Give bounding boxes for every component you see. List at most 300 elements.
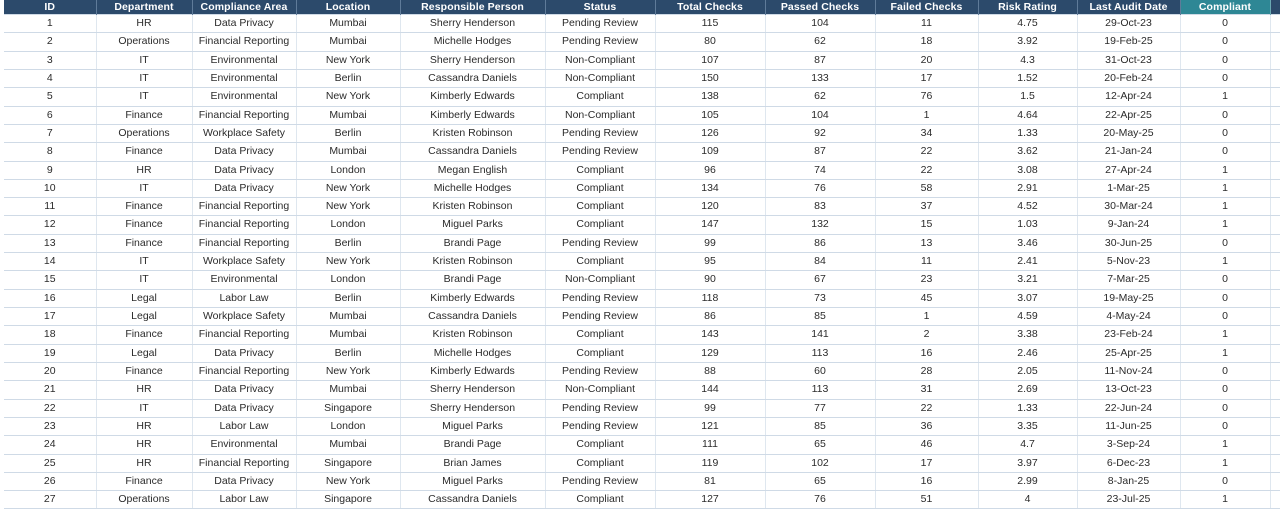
cell-total_checks[interactable]: 134 (655, 179, 765, 197)
cell-responsible_person[interactable]: Kristen Robinson (400, 198, 545, 216)
cell-risk_rating[interactable]: 2.41 (978, 253, 1077, 271)
cell-last_audit_date[interactable]: 23-Jul-25 (1077, 491, 1180, 509)
cell-location[interactable]: London (296, 216, 400, 234)
cell-risk_rating[interactable]: 3.62 (978, 143, 1077, 161)
cell-total_checks[interactable]: 127 (655, 491, 765, 509)
cell-location[interactable]: New York (296, 51, 400, 69)
cell-last_audit_date[interactable]: 30-Jun-25 (1077, 234, 1180, 252)
cell-failed_checks[interactable]: 34 (875, 124, 978, 142)
cell-compliance_area[interactable]: Financial Reporting (192, 216, 296, 234)
cell-location[interactable]: New York (296, 362, 400, 380)
cell-compliance_area[interactable]: Data Privacy (192, 15, 296, 33)
cell-responsible_person[interactable]: Michelle Hodges (400, 33, 545, 51)
cell-responsible_person[interactable]: Kimberly Edwards (400, 362, 545, 380)
cell-status[interactable]: Compliant (545, 161, 655, 179)
column-header-passed-checks[interactable]: Passed Checks (765, 0, 875, 15)
cell-compliant[interactable]: 0 (1180, 362, 1270, 380)
cell-risk_rating[interactable]: 4.7 (978, 436, 1077, 454)
cell-failed_checks[interactable]: 15 (875, 216, 978, 234)
cell-last_audit_date[interactable]: 22-Jun-24 (1077, 399, 1180, 417)
cell-id[interactable]: 5 (4, 88, 96, 106)
cell-status[interactable]: Pending Review (545, 33, 655, 51)
cell-responsible_person[interactable]: Brandi Page (400, 271, 545, 289)
cell-failed_checks[interactable]: 16 (875, 344, 978, 362)
cell-responsible_person[interactable]: Cassandra Daniels (400, 143, 545, 161)
cell-department[interactable]: Operations (96, 124, 192, 142)
cell-compliance_area[interactable]: Data Privacy (192, 381, 296, 399)
cell-risk_rating[interactable]: 3.08 (978, 161, 1077, 179)
cell-failed_checks[interactable]: 17 (875, 454, 978, 472)
cell-last_audit_date[interactable]: 22-Apr-25 (1077, 106, 1180, 124)
cell-location[interactable]: Berlin (296, 234, 400, 252)
cell-status[interactable]: Non-Compliant (545, 106, 655, 124)
cell-total_checks[interactable]: 88 (655, 362, 765, 380)
cell-compliant[interactable]: 1 (1180, 179, 1270, 197)
cell-last_audit_date[interactable]: 27-Apr-24 (1077, 161, 1180, 179)
cell-id[interactable]: 15 (4, 271, 96, 289)
cell-passed_checks[interactable]: 113 (765, 344, 875, 362)
cell-location[interactable]: London (296, 417, 400, 435)
cell-total_checks[interactable]: 81 (655, 472, 765, 490)
cell-responsible_person[interactable]: Brian James (400, 454, 545, 472)
cell-status[interactable]: Compliant (545, 88, 655, 106)
cell-compliant[interactable]: 0 (1180, 33, 1270, 51)
cell-passed_checks[interactable]: 83 (765, 198, 875, 216)
cell-compliant[interactable]: 0 (1180, 472, 1270, 490)
cell-compliant[interactable]: 1 (1180, 216, 1270, 234)
cell-compliant[interactable]: 0 (1180, 289, 1270, 307)
cell-compliant[interactable]: 1 (1180, 454, 1270, 472)
cell-department[interactable]: IT (96, 399, 192, 417)
cell-last_audit_date[interactable]: 1-Mar-25 (1077, 179, 1180, 197)
cell-risk_rating[interactable]: 3.97 (978, 454, 1077, 472)
cell-compliance_area[interactable]: Financial Reporting (192, 362, 296, 380)
cell-id[interactable]: 16 (4, 289, 96, 307)
cell-id[interactable]: 12 (4, 216, 96, 234)
cell-id[interactable]: 4 (4, 69, 96, 87)
cell-location[interactable]: Singapore (296, 491, 400, 509)
cell-failed_checks[interactable]: 51 (875, 491, 978, 509)
cell-compliance_area[interactable]: Workplace Safety (192, 124, 296, 142)
cell-status[interactable]: Pending Review (545, 234, 655, 252)
cell-location[interactable]: Berlin (296, 289, 400, 307)
cell-location[interactable]: New York (296, 472, 400, 490)
cell-total_checks[interactable]: 109 (655, 143, 765, 161)
column-header-status[interactable]: Status (545, 0, 655, 15)
cell-risk_rating[interactable]: 2.69 (978, 381, 1077, 399)
cell-location[interactable]: Berlin (296, 69, 400, 87)
cell-status[interactable]: Pending Review (545, 143, 655, 161)
cell-department[interactable]: Finance (96, 472, 192, 490)
cell-passed_checks[interactable]: 77 (765, 399, 875, 417)
cell-id[interactable]: 14 (4, 253, 96, 271)
cell-passed_checks[interactable]: 73 (765, 289, 875, 307)
cell-department[interactable]: IT (96, 88, 192, 106)
cell-compliant[interactable]: 0 (1180, 143, 1270, 161)
cell-compliant[interactable]: 0 (1180, 381, 1270, 399)
cell-last_audit_date[interactable]: 19-May-25 (1077, 289, 1180, 307)
cell-failed_checks[interactable]: 2 (875, 326, 978, 344)
cell-total_checks[interactable]: 126 (655, 124, 765, 142)
cell-responsible_person[interactable]: Brandi Page (400, 234, 545, 252)
cell-failed_checks[interactable]: 22 (875, 143, 978, 161)
cell-id[interactable]: 18 (4, 326, 96, 344)
cell-responsible_person[interactable]: Sherry Henderson (400, 399, 545, 417)
cell-total_checks[interactable]: 118 (655, 289, 765, 307)
cell-responsible_person[interactable]: Miguel Parks (400, 417, 545, 435)
cell-compliant[interactable]: 0 (1180, 308, 1270, 326)
cell-last_audit_date[interactable]: 5-Nov-23 (1077, 253, 1180, 271)
cell-risk_rating[interactable]: 3.07 (978, 289, 1077, 307)
cell-last_audit_date[interactable]: 7-Mar-25 (1077, 271, 1180, 289)
cell-failed_checks[interactable]: 22 (875, 399, 978, 417)
cell-department[interactable]: Finance (96, 106, 192, 124)
cell-compliance_area[interactable]: Financial Reporting (192, 198, 296, 216)
cell-location[interactable]: Singapore (296, 454, 400, 472)
cell-compliance_area[interactable]: Environmental (192, 271, 296, 289)
cell-id[interactable]: 24 (4, 436, 96, 454)
cell-failed_checks[interactable]: 13 (875, 234, 978, 252)
cell-location[interactable]: Berlin (296, 344, 400, 362)
cell-compliance_area[interactable]: Data Privacy (192, 399, 296, 417)
cell-compliance_area[interactable]: Financial Reporting (192, 106, 296, 124)
cell-status[interactable]: Non-Compliant (545, 51, 655, 69)
cell-department[interactable]: Operations (96, 491, 192, 509)
cell-last_audit_date[interactable]: 30-Mar-24 (1077, 198, 1180, 216)
cell-last_audit_date[interactable]: 19-Feb-25 (1077, 33, 1180, 51)
cell-location[interactable]: Mumbai (296, 436, 400, 454)
cell-department[interactable]: Finance (96, 198, 192, 216)
column-header-risk-rating[interactable]: Risk Rating (978, 0, 1077, 15)
cell-id[interactable]: 23 (4, 417, 96, 435)
cell-location[interactable]: New York (296, 253, 400, 271)
cell-id[interactable]: 13 (4, 234, 96, 252)
cell-status[interactable]: Non-Compliant (545, 69, 655, 87)
cell-passed_checks[interactable]: 76 (765, 179, 875, 197)
cell-department[interactable]: IT (96, 253, 192, 271)
cell-department[interactable]: Finance (96, 143, 192, 161)
cell-responsible_person[interactable]: Kimberly Edwards (400, 289, 545, 307)
cell-passed_checks[interactable]: 85 (765, 417, 875, 435)
cell-responsible_person[interactable]: Cassandra Daniels (400, 69, 545, 87)
cell-compliant[interactable]: 1 (1180, 326, 1270, 344)
cell-failed_checks[interactable]: 20 (875, 51, 978, 69)
cell-compliant[interactable]: 0 (1180, 69, 1270, 87)
cell-responsible_person[interactable]: Kimberly Edwards (400, 106, 545, 124)
cell-risk_rating[interactable]: 4.59 (978, 308, 1077, 326)
cell-status[interactable]: Pending Review (545, 15, 655, 33)
cell-compliance_area[interactable]: Data Privacy (192, 344, 296, 362)
cell-id[interactable]: 27 (4, 491, 96, 509)
cell-department[interactable]: Legal (96, 308, 192, 326)
cell-last_audit_date[interactable]: 9-Jan-24 (1077, 216, 1180, 234)
cell-status[interactable]: Compliant (545, 216, 655, 234)
cell-location[interactable]: Mumbai (296, 308, 400, 326)
cell-compliant[interactable]: 0 (1180, 124, 1270, 142)
cell-risk_rating[interactable]: 4.64 (978, 106, 1077, 124)
cell-location[interactable]: Berlin (296, 124, 400, 142)
column-header-department[interactable]: Department (96, 0, 192, 15)
cell-passed_checks[interactable]: 133 (765, 69, 875, 87)
cell-passed_checks[interactable]: 141 (765, 326, 875, 344)
cell-department[interactable]: HR (96, 381, 192, 399)
cell-last_audit_date[interactable]: 3-Sep-24 (1077, 436, 1180, 454)
cell-risk_rating[interactable]: 3.46 (978, 234, 1077, 252)
cell-department[interactable]: HR (96, 454, 192, 472)
cell-responsible_person[interactable]: Megan English (400, 161, 545, 179)
cell-compliance_area[interactable]: Workplace Safety (192, 253, 296, 271)
cell-failed_checks[interactable]: 46 (875, 436, 978, 454)
cell-total_checks[interactable]: 150 (655, 69, 765, 87)
cell-responsible_person[interactable]: Sherry Henderson (400, 51, 545, 69)
cell-status[interactable]: Pending Review (545, 289, 655, 307)
cell-last_audit_date[interactable]: 12-Apr-24 (1077, 88, 1180, 106)
cell-total_checks[interactable]: 121 (655, 417, 765, 435)
cell-compliant[interactable]: 0 (1180, 51, 1270, 69)
cell-passed_checks[interactable]: 74 (765, 161, 875, 179)
cell-id[interactable]: 22 (4, 399, 96, 417)
cell-passed_checks[interactable]: 62 (765, 33, 875, 51)
cell-location[interactable]: Mumbai (296, 15, 400, 33)
cell-compliance_area[interactable]: Environmental (192, 51, 296, 69)
cell-id[interactable]: 20 (4, 362, 96, 380)
cell-status[interactable]: Compliant (545, 253, 655, 271)
cell-location[interactable]: Mumbai (296, 106, 400, 124)
cell-status[interactable]: Compliant (545, 436, 655, 454)
cell-passed_checks[interactable]: 85 (765, 308, 875, 326)
cell-passed_checks[interactable]: 86 (765, 234, 875, 252)
cell-last_audit_date[interactable]: 31-Oct-23 (1077, 51, 1180, 69)
column-header-responsible-person[interactable]: Responsible Person (400, 0, 545, 15)
cell-location[interactable]: London (296, 271, 400, 289)
cell-department[interactable]: Finance (96, 362, 192, 380)
cell-passed_checks[interactable]: 132 (765, 216, 875, 234)
cell-compliant[interactable]: 0 (1180, 234, 1270, 252)
cell-compliance_area[interactable]: Environmental (192, 88, 296, 106)
cell-department[interactable]: HR (96, 436, 192, 454)
cell-risk_rating[interactable]: 2.99 (978, 472, 1077, 490)
cell-department[interactable]: IT (96, 271, 192, 289)
cell-failed_checks[interactable]: 1 (875, 308, 978, 326)
cell-compliance_area[interactable]: Environmental (192, 436, 296, 454)
cell-status[interactable]: Non-Compliant (545, 381, 655, 399)
cell-responsible_person[interactable]: Miguel Parks (400, 216, 545, 234)
cell-passed_checks[interactable]: 84 (765, 253, 875, 271)
cell-risk_rating[interactable]: 1.33 (978, 399, 1077, 417)
cell-compliance_area[interactable]: Labor Law (192, 289, 296, 307)
cell-passed_checks[interactable]: 92 (765, 124, 875, 142)
cell-last_audit_date[interactable]: 29-Oct-23 (1077, 15, 1180, 33)
cell-last_audit_date[interactable]: 6-Dec-23 (1077, 454, 1180, 472)
cell-id[interactable]: 2 (4, 33, 96, 51)
cell-department[interactable]: IT (96, 51, 192, 69)
cell-status[interactable]: Pending Review (545, 472, 655, 490)
cell-passed_checks[interactable]: 104 (765, 106, 875, 124)
cell-passed_checks[interactable]: 104 (765, 15, 875, 33)
cell-responsible_person[interactable]: Sherry Henderson (400, 381, 545, 399)
cell-location[interactable]: Mumbai (296, 143, 400, 161)
cell-passed_checks[interactable]: 87 (765, 51, 875, 69)
cell-total_checks[interactable]: 99 (655, 234, 765, 252)
cell-passed_checks[interactable]: 76 (765, 491, 875, 509)
cell-location[interactable]: New York (296, 198, 400, 216)
cell-total_checks[interactable]: 143 (655, 326, 765, 344)
cell-risk_rating[interactable]: 4.52 (978, 198, 1077, 216)
cell-id[interactable]: 3 (4, 51, 96, 69)
cell-compliant[interactable]: 0 (1180, 417, 1270, 435)
cell-total_checks[interactable]: 111 (655, 436, 765, 454)
cell-passed_checks[interactable]: 87 (765, 143, 875, 161)
cell-status[interactable]: Pending Review (545, 399, 655, 417)
cell-failed_checks[interactable]: 76 (875, 88, 978, 106)
column-header-compliance-area[interactable]: Compliance Area (192, 0, 296, 15)
cell-compliance_area[interactable]: Financial Reporting (192, 234, 296, 252)
cell-id[interactable]: 6 (4, 106, 96, 124)
cell-risk_rating[interactable]: 4.75 (978, 15, 1077, 33)
cell-compliance_area[interactable]: Financial Reporting (192, 326, 296, 344)
cell-failed_checks[interactable]: 17 (875, 69, 978, 87)
cell-failed_checks[interactable]: 31 (875, 381, 978, 399)
cell-risk_rating[interactable]: 2.91 (978, 179, 1077, 197)
column-header-location[interactable]: Location (296, 0, 400, 15)
cell-status[interactable]: Pending Review (545, 308, 655, 326)
cell-failed_checks[interactable]: 18 (875, 33, 978, 51)
cell-status[interactable]: Compliant (545, 344, 655, 362)
cell-risk_rating[interactable]: 1.52 (978, 69, 1077, 87)
cell-department[interactable]: Finance (96, 216, 192, 234)
cell-risk_rating[interactable]: 4 (978, 491, 1077, 509)
cell-failed_checks[interactable]: 58 (875, 179, 978, 197)
cell-id[interactable]: 11 (4, 198, 96, 216)
cell-compliance_area[interactable]: Environmental (192, 69, 296, 87)
cell-id[interactable]: 25 (4, 454, 96, 472)
cell-status[interactable]: Pending Review (545, 124, 655, 142)
cell-compliance_area[interactable]: Data Privacy (192, 179, 296, 197)
cell-total_checks[interactable]: 99 (655, 399, 765, 417)
cell-risk_rating[interactable]: 3.38 (978, 326, 1077, 344)
column-header-failed-checks[interactable]: Failed Checks (875, 0, 978, 15)
cell-last_audit_date[interactable]: 4-May-24 (1077, 308, 1180, 326)
cell-failed_checks[interactable]: 45 (875, 289, 978, 307)
cell-failed_checks[interactable]: 28 (875, 362, 978, 380)
cell-total_checks[interactable]: 120 (655, 198, 765, 216)
cell-location[interactable]: New York (296, 88, 400, 106)
cell-status[interactable]: Compliant (545, 179, 655, 197)
cell-status[interactable]: Non-Compliant (545, 271, 655, 289)
cell-risk_rating[interactable]: 1.5 (978, 88, 1077, 106)
cell-last_audit_date[interactable]: 20-Feb-24 (1077, 69, 1180, 87)
cell-risk_rating[interactable]: 3.35 (978, 417, 1077, 435)
cell-id[interactable]: 21 (4, 381, 96, 399)
cell-compliant[interactable]: 0 (1180, 399, 1270, 417)
cell-id[interactable]: 7 (4, 124, 96, 142)
cell-compliant[interactable]: 1 (1180, 344, 1270, 362)
cell-department[interactable]: Finance (96, 234, 192, 252)
cell-total_checks[interactable]: 115 (655, 15, 765, 33)
cell-compliance_area[interactable]: Data Privacy (192, 161, 296, 179)
cell-responsible_person[interactable]: Cassandra Daniels (400, 308, 545, 326)
column-header-id[interactable]: ID (4, 0, 96, 15)
column-header-last-audit-date[interactable]: Last Audit Date (1077, 0, 1180, 15)
cell-risk_rating[interactable]: 2.05 (978, 362, 1077, 380)
cell-last_audit_date[interactable]: 20-May-25 (1077, 124, 1180, 142)
cell-department[interactable]: IT (96, 179, 192, 197)
cell-department[interactable]: HR (96, 15, 192, 33)
cell-failed_checks[interactable]: 37 (875, 198, 978, 216)
cell-status[interactable]: Compliant (545, 198, 655, 216)
cell-id[interactable]: 9 (4, 161, 96, 179)
cell-last_audit_date[interactable]: 23-Feb-24 (1077, 326, 1180, 344)
cell-passed_checks[interactable]: 67 (765, 271, 875, 289)
cell-id[interactable]: 26 (4, 472, 96, 490)
cell-responsible_person[interactable]: Michelle Hodges (400, 179, 545, 197)
cell-total_checks[interactable]: 144 (655, 381, 765, 399)
cell-location[interactable]: Mumbai (296, 326, 400, 344)
cell-failed_checks[interactable]: 16 (875, 472, 978, 490)
cell-total_checks[interactable]: 105 (655, 106, 765, 124)
cell-total_checks[interactable]: 138 (655, 88, 765, 106)
cell-department[interactable]: Legal (96, 289, 192, 307)
cell-failed_checks[interactable]: 23 (875, 271, 978, 289)
cell-risk_rating[interactable]: 3.92 (978, 33, 1077, 51)
cell-location[interactable]: London (296, 161, 400, 179)
cell-last_audit_date[interactable]: 21-Jan-24 (1077, 143, 1180, 161)
cell-compliance_area[interactable]: Financial Reporting (192, 454, 296, 472)
cell-department[interactable]: Legal (96, 344, 192, 362)
cell-compliant[interactable]: 0 (1180, 271, 1270, 289)
cell-compliance_area[interactable]: Workplace Safety (192, 308, 296, 326)
cell-total_checks[interactable]: 86 (655, 308, 765, 326)
cell-department[interactable]: Operations (96, 33, 192, 51)
cell-compliant[interactable]: 0 (1180, 15, 1270, 33)
cell-passed_checks[interactable]: 65 (765, 472, 875, 490)
cell-passed_checks[interactable]: 60 (765, 362, 875, 380)
cell-passed_checks[interactable]: 62 (765, 88, 875, 106)
column-header-compliant[interactable]: Compliant (1180, 0, 1270, 15)
cell-status[interactable]: Pending Review (545, 362, 655, 380)
cell-risk_rating[interactable]: 2.46 (978, 344, 1077, 362)
cell-id[interactable]: 1 (4, 15, 96, 33)
cell-id[interactable]: 17 (4, 308, 96, 326)
cell-total_checks[interactable]: 147 (655, 216, 765, 234)
cell-responsible_person[interactable]: Kimberly Edwards (400, 88, 545, 106)
cell-last_audit_date[interactable]: 25-Apr-25 (1077, 344, 1180, 362)
cell-risk_rating[interactable]: 3.21 (978, 271, 1077, 289)
cell-department[interactable]: Finance (96, 326, 192, 344)
cell-department[interactable]: HR (96, 417, 192, 435)
cell-compliance_area[interactable]: Data Privacy (192, 472, 296, 490)
cell-failed_checks[interactable]: 36 (875, 417, 978, 435)
cell-status[interactable]: Pending Review (545, 417, 655, 435)
cell-location[interactable]: New York (296, 179, 400, 197)
cell-passed_checks[interactable]: 65 (765, 436, 875, 454)
cell-total_checks[interactable]: 96 (655, 161, 765, 179)
cell-responsible_person[interactable]: Cassandra Daniels (400, 491, 545, 509)
cell-location[interactable]: Singapore (296, 399, 400, 417)
cell-compliance_area[interactable]: Labor Law (192, 417, 296, 435)
cell-id[interactable]: 10 (4, 179, 96, 197)
cell-failed_checks[interactable]: 11 (875, 15, 978, 33)
cell-status[interactable]: Compliant (545, 326, 655, 344)
cell-department[interactable]: IT (96, 69, 192, 87)
cell-compliant[interactable]: 1 (1180, 161, 1270, 179)
cell-compliance_area[interactable]: Financial Reporting (192, 33, 296, 51)
cell-last_audit_date[interactable]: 8-Jan-25 (1077, 472, 1180, 490)
cell-department[interactable]: HR (96, 161, 192, 179)
cell-compliant[interactable]: 0 (1180, 106, 1270, 124)
cell-responsible_person[interactable]: Miguel Parks (400, 472, 545, 490)
column-header-total-checks[interactable]: Total Checks (655, 0, 765, 15)
